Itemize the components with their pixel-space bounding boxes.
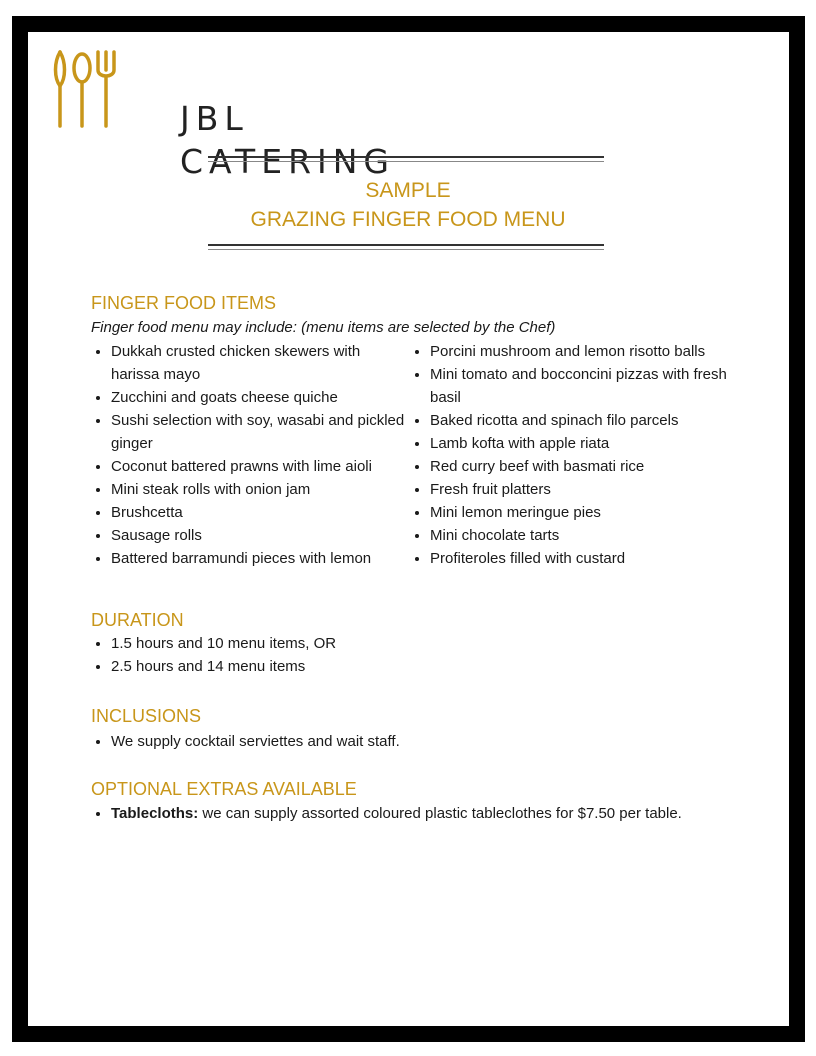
title-line2: GRAZING FINGER FOOD MENU [250, 208, 566, 231]
document-title [150, 176, 666, 234]
inclusions-heading: INCLUSIONS [91, 706, 202, 726]
title-rule-top [208, 156, 604, 162]
brand-name-line2: CATERING [180, 142, 395, 181]
list-item: Profiteroles filled with custard [410, 547, 730, 570]
list-item: Lamb kofta with apple riata [410, 432, 730, 455]
menu-list-right [410, 340, 730, 570]
list-item: Baked ricotta and spinach filo parcels [410, 409, 730, 432]
list-item: Sausage rolls [91, 524, 411, 547]
list-item: We supply cocktail serviettes and wait staff. [91, 730, 691, 753]
list-item: Fresh fruit platters [410, 478, 730, 501]
cutlery-icon [52, 48, 124, 130]
list-item: Dukkah crusted chicken skewers with harissa mayo [91, 340, 411, 386]
optional-extras-list [91, 802, 771, 825]
list-item: Brushcetta [91, 501, 411, 524]
list-item: Zucchini and goats cheese quiche [91, 386, 411, 409]
menu-list-left [91, 340, 411, 570]
finger-food-heading: FINGER FOOD ITEMS [91, 293, 277, 313]
list-item: Mini lemon meringue pies [410, 501, 730, 524]
list-item: Mini steak rolls with onion jam [91, 478, 411, 501]
list-item: 1.5 hours and 10 menu items, OR [91, 632, 591, 655]
duration-list [91, 632, 591, 678]
list-item: Battered barramundi pieces with lemon [91, 547, 411, 570]
title-line1: SAMPLE [365, 179, 451, 202]
title-rule-bottom [208, 244, 604, 250]
tablecloths-label: Tablecloths: [111, 805, 199, 822]
list-item: Porcini mushroom and lemon risotto balls [410, 340, 730, 363]
list-item: Sushi selection with soy, wasabi and pickled ginger [91, 409, 411, 455]
list-item: Mini tomato and bocconcini pizzas with fresh basil [410, 363, 730, 409]
inclusions-list [91, 730, 691, 753]
list-item: Coconut battered prawns with lime aioli [91, 455, 411, 478]
list-item: Mini chocolate tarts [410, 524, 730, 547]
list-item [91, 802, 771, 825]
duration-heading: DURATION [91, 610, 184, 630]
optional-extras-heading: OPTIONAL EXTRAS AVAILABLE [91, 779, 357, 799]
list-item: Red curry beef with basmati rice [410, 455, 730, 478]
finger-food-intro: Finger food menu may include: (menu items are selected by the Chef) [91, 319, 556, 336]
tablecloths-text: we can supply assorted coloured plastic tableclothes for $7.50 per table. [198, 805, 682, 822]
brand-name-line1: JBL [180, 99, 249, 138]
list-item: 2.5 hours and 14 menu items [91, 655, 591, 678]
